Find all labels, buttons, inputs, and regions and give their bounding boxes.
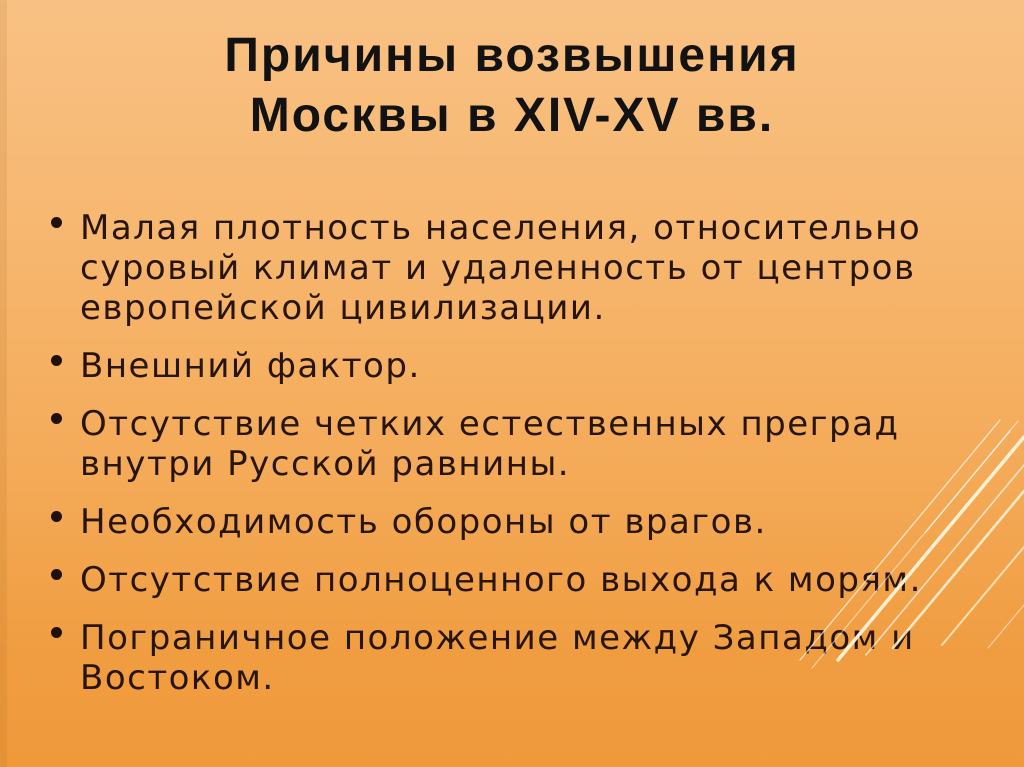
bullet-line: внутри Русской равнины.	[80, 444, 571, 484]
bullet-line: суровый климат и удаленность от центров	[80, 248, 916, 288]
bullet-marker	[51, 355, 62, 366]
list-item	[0, 404, 1004, 484]
list-item	[0, 560, 1004, 600]
bullet-line: Внешний фактор.	[80, 346, 421, 386]
list-item	[0, 208, 1004, 328]
bullet-line: Отсутствие полноценного выхода к морям.	[80, 560, 922, 600]
bullet-line: Востоком.	[80, 658, 275, 698]
bullet-line: Отсутствие четких естественных преград	[80, 404, 900, 444]
bullet-marker	[51, 413, 62, 424]
bullet-marker	[51, 569, 62, 580]
bullet-marker	[51, 627, 62, 638]
slide-title-line-1: Причины возвышения	[224, 29, 800, 82]
list-item	[0, 502, 1004, 542]
bullet-line: Необходимость обороны от врагов.	[80, 502, 767, 542]
slide-title	[0, 26, 1024, 146]
list-item	[0, 618, 1004, 698]
bullet-line: Малая плотность населения, относительно	[80, 208, 922, 248]
slide-title-line-2: Москвы в XIV-XV вв.	[249, 89, 775, 142]
bullet-line: европейской цивилизации.	[80, 288, 606, 328]
bullet-list	[0, 208, 1024, 698]
bullet-marker	[51, 511, 62, 522]
bullet-marker	[51, 217, 62, 228]
list-item	[0, 346, 1004, 386]
bullet-line: Пограничное положение между Западом и	[80, 618, 915, 658]
